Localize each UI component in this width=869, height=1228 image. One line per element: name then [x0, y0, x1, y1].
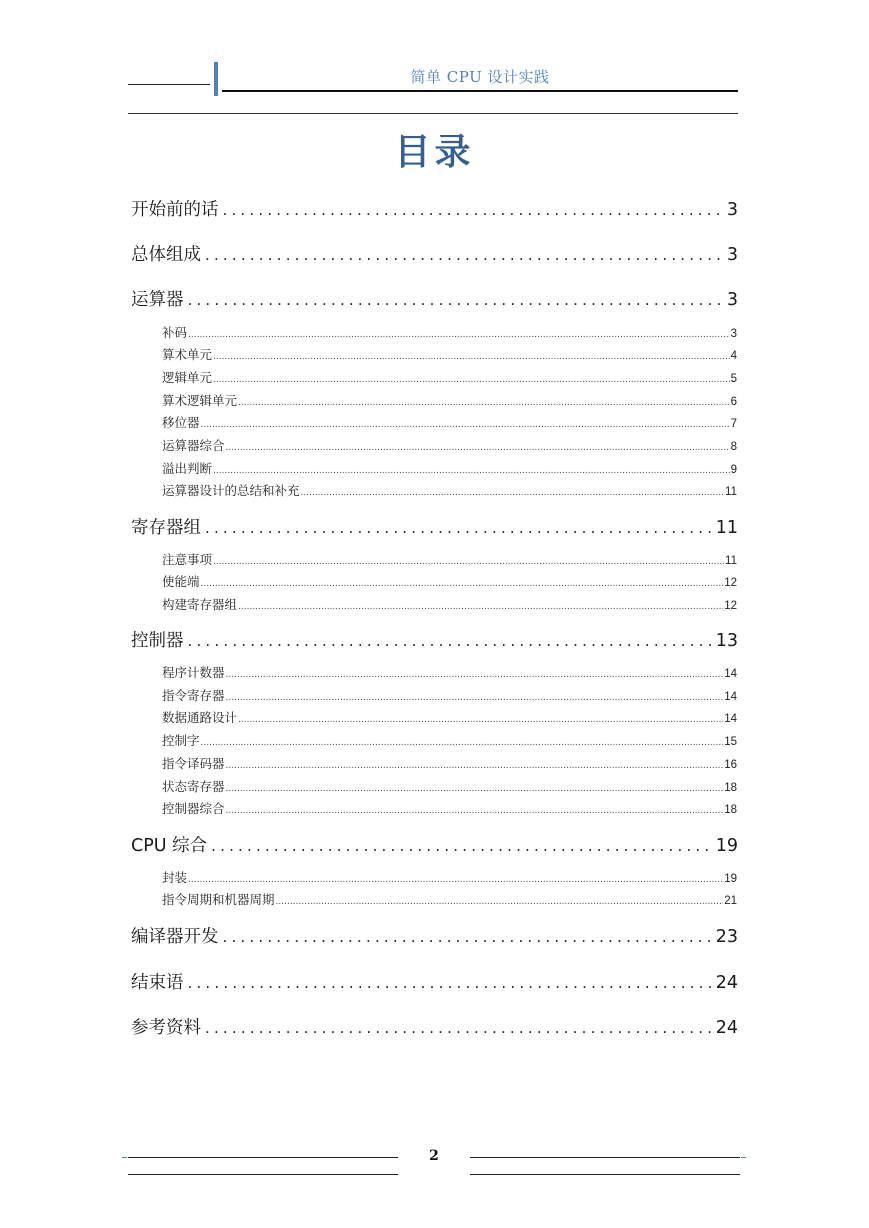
toc-page-number: 24 [715, 1018, 738, 1038]
toc-leader-dots [238, 715, 723, 725]
toc-page-number: 4 [730, 350, 737, 362]
toc-page-number: 11 [725, 555, 737, 567]
toc-section-link[interactable] [162, 777, 737, 795]
toc-page-number: 8 [730, 441, 737, 453]
toc-entry-title: 算术单元 [162, 347, 213, 362]
toc-chapter-link[interactable] [131, 923, 738, 948]
toc-leader-dots [213, 352, 730, 362]
toc-page-number: 18 [724, 782, 737, 794]
toc-section-link[interactable] [162, 345, 737, 363]
toc-entry-title: 构建寄存器组 [162, 597, 238, 612]
toc-section-link[interactable] [162, 550, 737, 568]
toc-leader-dots [205, 246, 723, 264]
toc-page-number: 13 [715, 631, 738, 651]
toc-page-number: 12 [724, 600, 737, 612]
toc-page-number: 24 [715, 973, 738, 993]
toc-page-number: 14 [724, 713, 737, 725]
toc-page-number: 12 [724, 577, 737, 589]
toc-section-link[interactable] [162, 731, 737, 749]
toc-section-link[interactable] [162, 459, 737, 477]
toc-entry-title: 运算器综合 [162, 438, 225, 453]
toc-section-link[interactable] [162, 708, 737, 726]
toc-entry-title: 注意事项 [162, 552, 213, 567]
toc-leader-dots [226, 693, 724, 703]
toc-entry-title: 补码 [162, 325, 188, 340]
toc-entry-title: 编译器开发 [131, 927, 219, 947]
toc-section-link[interactable] [162, 595, 737, 613]
toc-entry-title: 算术逻辑单元 [162, 393, 238, 408]
toc-page-number: 18 [724, 804, 737, 816]
footer-tick-right [741, 1157, 746, 1158]
toc-leader-dots [201, 738, 724, 748]
toc-page-number: 21 [724, 895, 737, 907]
toc-leader-dots [238, 398, 730, 408]
toc-page-number: 3 [730, 328, 737, 340]
toc-leader-dots [205, 519, 712, 537]
toc-section-link[interactable] [162, 368, 737, 386]
toc-chapter-link[interactable] [131, 627, 738, 652]
toc-entry-title: 开始前的话 [131, 200, 219, 220]
toc-entry-title: 数据通路设计 [162, 710, 238, 725]
page-number: 2 [429, 1148, 439, 1164]
toc-entry-title: 逻辑单元 [162, 370, 213, 385]
toc-chapter-link[interactable] [131, 1014, 738, 1039]
toc-section-link[interactable] [162, 391, 737, 409]
toc-section-link[interactable] [162, 890, 737, 908]
toc-page-number: 11 [725, 486, 737, 498]
toc-entry-title: 控制器 [131, 631, 184, 651]
toc-section-link[interactable] [162, 323, 737, 341]
toc-entry-title: CPU 综合 [131, 836, 208, 856]
toc-page-number: 7 [730, 418, 737, 430]
toc-chapter-link[interactable] [131, 969, 738, 994]
toc-chapter-link[interactable] [131, 196, 738, 221]
toc-leader-dots [226, 784, 724, 794]
toc-page-number: 3 [726, 245, 738, 265]
toc-leader-dots [201, 420, 730, 430]
running-header-title: 简单 CPU 设计实践 [410, 68, 550, 86]
toc-page-number: 5 [730, 373, 737, 385]
toc-entry-title: 指令译码器 [162, 756, 225, 771]
toc-entry-title: 控制字 [162, 733, 200, 748]
toc-leader-dots [226, 761, 724, 771]
footer-rule-right-top [470, 1157, 740, 1158]
toc-page-number: 19 [715, 836, 738, 856]
toc-leader-dots [188, 291, 723, 309]
footer-rule-left-bottom [128, 1174, 398, 1175]
toc-section-link[interactable] [162, 436, 737, 454]
toc-chapter-link[interactable] [131, 241, 738, 266]
toc-page-number: 14 [724, 691, 737, 703]
toc-chapter-link[interactable] [131, 286, 738, 311]
toc-leader-dots [213, 557, 724, 567]
toc-page-number: 23 [715, 927, 738, 947]
header-rule-short [128, 84, 210, 85]
toc-page-number: 19 [724, 873, 737, 885]
footer-rule-left-top [128, 1157, 398, 1158]
header-underline [128, 113, 738, 114]
toc-leader-dots [226, 443, 730, 453]
toc-page-number: 16 [724, 759, 737, 771]
header-rule-long [222, 90, 738, 92]
toc-entry-title: 运算器 [131, 290, 184, 310]
toc-section-link[interactable] [162, 754, 737, 772]
toc-page-number: 3 [726, 290, 738, 310]
toc-leader-dots [276, 897, 724, 907]
footer-rule-right-bottom [470, 1174, 740, 1175]
toc-leader-dots [301, 488, 725, 498]
toc-leader-dots [226, 806, 724, 816]
toc-leader-dots [201, 579, 724, 589]
toc-section-link[interactable] [162, 868, 737, 886]
toc-entry-title: 参考资料 [131, 1018, 201, 1038]
toc-leader-dots [188, 632, 712, 650]
toc-entry-title: 溢出判断 [162, 461, 213, 476]
toc-leader-dots [188, 974, 712, 992]
footer-tick-left [122, 1157, 127, 1158]
toc-leader-dots [188, 875, 723, 885]
toc-entry-title: 指令周期和机器周期 [162, 892, 275, 907]
toc-entry-title: 寄存器组 [131, 518, 201, 538]
toc-entry-title: 使能端 [162, 574, 200, 589]
toc-leader-dots [205, 1019, 712, 1037]
toc-section-link[interactable] [162, 481, 737, 499]
toc-leader-dots [188, 330, 730, 340]
toc-page-number: 15 [724, 736, 737, 748]
toc-chapter-link[interactable] [131, 514, 738, 539]
toc-section-link[interactable] [162, 686, 737, 704]
toc-entry-title: 结束语 [131, 973, 184, 993]
toc-page-number: 11 [715, 518, 738, 538]
toc-entry-title: 状态寄存器 [162, 779, 225, 794]
toc-entry-title: 程序计数器 [162, 665, 225, 680]
toc-page-number: 6 [730, 396, 737, 408]
toc-leader-dots [223, 928, 712, 946]
toc-section-link[interactable] [162, 413, 737, 431]
toc-leader-dots [226, 670, 724, 680]
toc-entry-title: 运算器设计的总结和补充 [162, 483, 300, 498]
toc-leader-dots [238, 602, 723, 612]
toc-page-number: 3 [726, 200, 738, 220]
toc-entry-title: 指令寄存器 [162, 688, 225, 703]
toc-section-link[interactable] [162, 799, 737, 817]
toc-leader-dots [213, 375, 730, 385]
toc-entry-title: 封装 [162, 870, 188, 885]
toc-leader-dots [213, 466, 730, 476]
toc-page-number: 9 [730, 464, 737, 476]
toc-entry-title: 移位器 [162, 415, 200, 430]
toc-section-link[interactable] [162, 572, 737, 590]
toc-chapter-link[interactable] [131, 832, 738, 857]
toc-entry-title: 总体组成 [131, 245, 201, 265]
toc-leader-dots [223, 201, 723, 219]
toc-leader-dots [211, 837, 712, 855]
toc-section-link[interactable] [162, 663, 737, 681]
toc-entry-title: 控制器综合 [162, 801, 225, 816]
toc-page-number: 14 [724, 668, 737, 680]
header-accent-bar [214, 62, 218, 96]
toc-title: 目录 [394, 132, 475, 173]
